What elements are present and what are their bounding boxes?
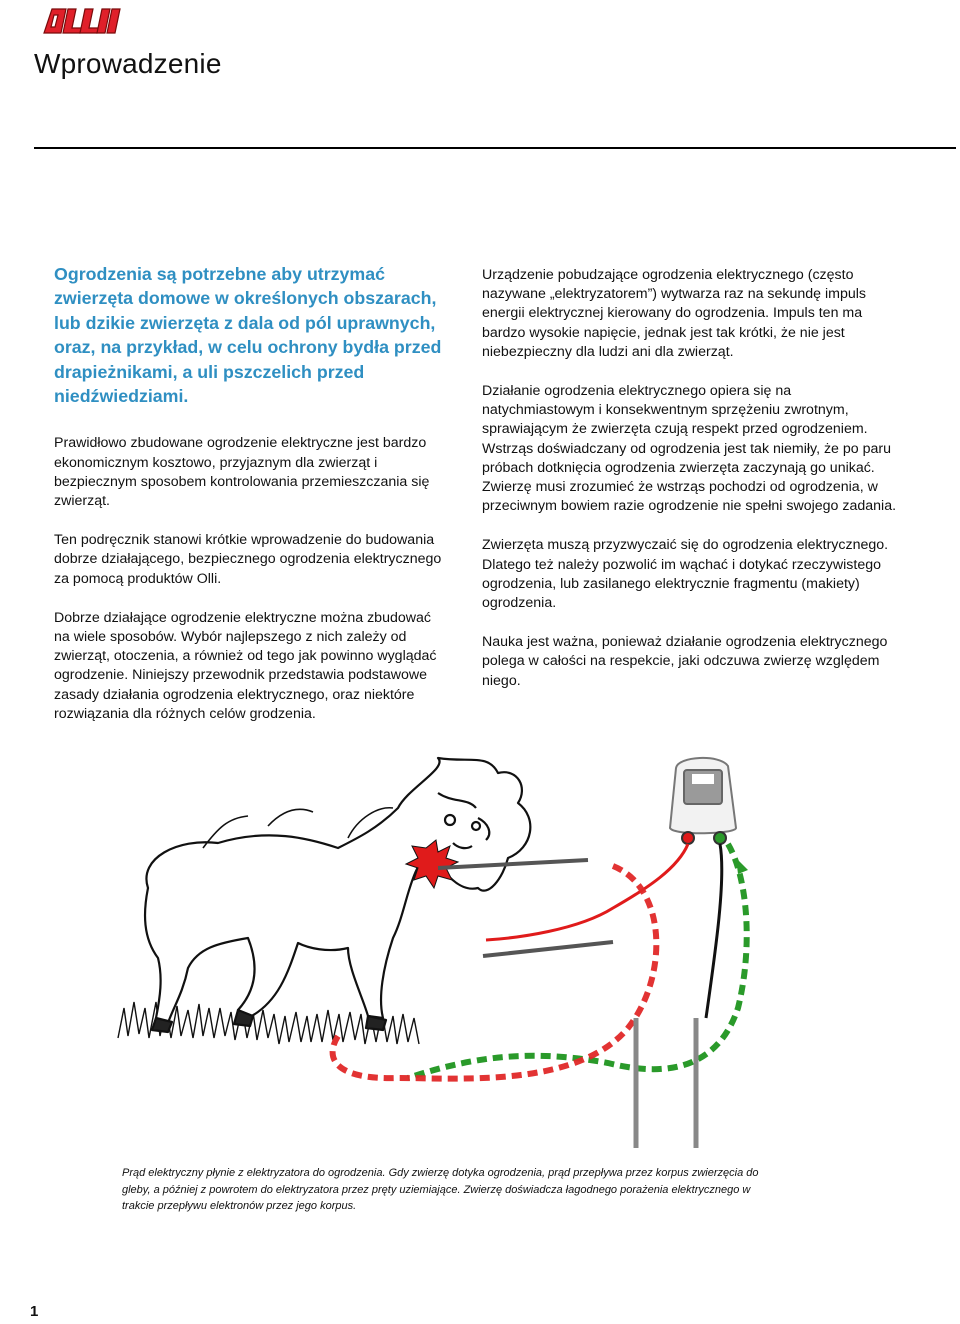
body-paragraph: Działanie ogrodzenia elektrycznego opiera się na natychmiastowym i konsekwentnym sprzężeniu zwrotnym, sprawiającym że zwierzęta czują respekt przed ogrodzeniem. Wstrząs doświadczany od ogrodzenia jest tak niemiły, że po paru próbach dotknięcia ogrodzenia zwierzęta zaczynają go unikać. Zwierzę musi zrozumieć że wstrząs pochodzi od ogrodzenia, w przeciwnym bowiem razie ogrodzenie nie spełni swojego zadania. [482,383,897,515]
lead-paragraph: Ogrodzenia są potrzebne aby utrzymać zwierzęta domowe w określonych obszarach, lub dzikie zwierzęta z dala od pól uprawnych, oraz, na przykład, w celu ochrony bydła przed drapieżnikami, a uli pszczelich przed niedźwiedziami. [54,264,442,407]
page-title: Wprowadzenie [34,48,222,79]
right-column [482,266,902,711]
body-paragraph: Urządzenie pobudzające ogrodzenia elektrycznego (często nazywane „elektryzatorem”) wytwarza raz na sekundę impuls energii elektrycznej kierowany do ogrodzenia. Impuls ten ma bardzo wysokie napięcie, jednak jest tak krótki, że nie jest niebezpieczny dla ludzi ani dla zwierząt. [482,267,866,360]
body-paragraph: Dobrze działające ogrodzenie elektryczne można zbudować na wiele sposobów. Wybór najlepszego z nich zależy od zwierząt, otoczenia, a również od tego jak powinno wyglądać ogrodzenie. Niniejszy przewodnik przedstawia podstawowe zasady działania ogrodzenia elektrycznego, oraz niektóre rozwiązania dla różnych celów grodzenia. [54,609,437,722]
title-divider [34,147,956,149]
body-paragraph: Zwierzęta muszą przyzwyczaić się do ogrodzenia elektrycznego. Dlatego też należy pozwolić im wąchać i dotykać rzeczywistego ogrodzenia, lub zasilanego elektrycznie fragmentu (makiety) ogrodzenia. [482,537,889,612]
body-paragraph: Prawidłowo zbudowane ogrodzenie elektryczne jest bardzo ekonomicznym kosztowo, przyjaznym dla zwierząt i bezpiecznym sposobem kontrolowania przemieszczania się zwierząt. [54,435,430,510]
olli-logo [40,2,124,40]
left-column [54,262,444,744]
electric-fence-illustration [108,748,908,1158]
horse-figure [145,758,530,1032]
body-paragraph: Ten podręcznik stanowi krótkie wprowadzenie do budowania dobrze działającego, bezpiecznego ogrodzenia elektrycznego za pomocą produktów Olli. [54,532,442,587]
energizer-device [670,758,736,844]
page-number: 1 [30,1303,39,1320]
fence-diagram [108,748,908,1158]
illustration-caption: Prąd elektryczny płynie z elektryzatora do ogrodzenia. Gdy zwierzę dotyka ogrodzenia, prąd przepływa przez korpus zwierzęcia do gleby, a później z powrotem do elektryzatora przez pręty uziemiające. Zwierzę doświadcza łagodnego porażenia elektrycznego w trakcie przepływu elektronów przez jego korpus. [122,1167,759,1212]
olli-logo-graphic [40,2,124,40]
body-paragraph: Nauka jest ważna, ponieważ działanie ogrodzenia elektrycznego polega w całości na respekcie, jaki odczuwa zwierzę względem niego. [482,634,888,689]
